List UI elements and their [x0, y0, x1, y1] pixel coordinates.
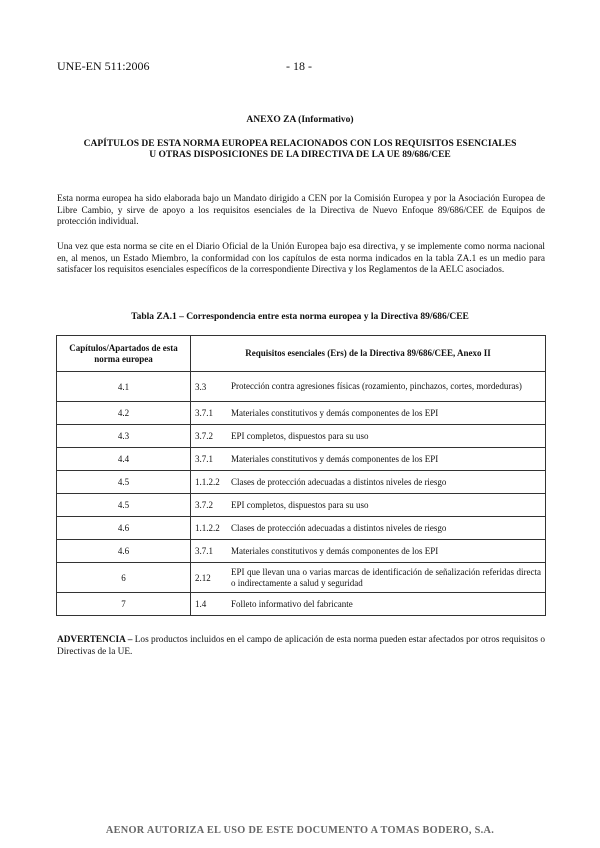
cell-chapter: 4.3: [57, 425, 191, 448]
warning-text: Los productos incluidos en el campo de aplicación de esta norma pueden estar afectados por otros requisitos o Directivas de la UE.: [57, 635, 545, 657]
requirement-number: 3.7.2: [195, 431, 213, 441]
cell-requirement: [191, 517, 546, 540]
requirement-number: 3.7.1: [195, 408, 213, 418]
warning-note: [57, 635, 545, 658]
table-row: [57, 372, 546, 402]
page-number: - 18 -: [286, 59, 312, 73]
requirement-text: Clases de protección adecuadas a distintos niveles de riesgo: [231, 476, 447, 487]
table-row: [57, 448, 546, 471]
requirement-text: EPI completos, dispuestos para su uso: [231, 499, 369, 510]
cell-chapter: 4.2: [57, 402, 191, 425]
requirement-text: Materiales constitutivos y demás componentes de los EPI: [231, 407, 439, 418]
cell-requirement: [191, 402, 546, 425]
requirement-number: 3.7.2: [195, 500, 213, 510]
requirement-text: Materiales constitutivos y demás componentes de los EPI: [231, 453, 439, 464]
requirement-text: Clases de protección adecuadas a distintos niveles de riesgo: [231, 522, 447, 533]
annex-subtitle: [0, 139, 600, 161]
correspondence-table: [56, 335, 546, 616]
table-header-row: [57, 336, 546, 372]
requirement-text: Folleto informativo del fabricante: [231, 598, 353, 609]
table-caption: Tabla ZA.1 – Correspondencia entre esta norma europea y la Directiva 89/686/CEE: [131, 312, 469, 322]
cell-requirement: [191, 593, 546, 616]
cell-requirement: [191, 471, 546, 494]
cell-chapter: 4.6: [57, 540, 191, 563]
table-row: [57, 425, 546, 448]
table-row: [57, 563, 546, 593]
col-header-requirements: Requisitos esenciales (Ers) de la Directiva 89/686/CEE, Anexo II: [191, 336, 546, 372]
cell-chapter: 7: [57, 593, 191, 616]
requirement-text: Protección contra agresiones físicas (rozamiento, pinchazos, cortes, mordeduras): [231, 381, 522, 392]
cell-chapter: 6: [57, 563, 191, 593]
footer-license: AENOR AUTORIZA EL USO DE ESTE DOCUMENTO A TOMAS BODERO, S.A.: [105, 825, 495, 836]
requirement-number: 1.1.2.2: [195, 523, 220, 533]
requirement-number: 1.4: [195, 599, 207, 609]
requirement-number: 2.12: [195, 572, 211, 583]
cell-chapter: 4.6: [57, 517, 191, 540]
col-header-chapters: Capítulos/Apartados de esta norma europea: [57, 336, 191, 372]
cell-chapter: 4.5: [57, 471, 191, 494]
annex-subtitle-line-1: CAPÍTULOS DE ESTA NORMA EUROPEA RELACIONADOS CON LOS REQUISITOS ESENCIALES: [83, 139, 517, 149]
cell-requirement: [191, 540, 546, 563]
table-body: [57, 372, 546, 616]
warning-label: ADVERTENCIA –: [57, 635, 133, 645]
table-row: [57, 494, 546, 517]
requirement-number: 3.7.1: [195, 546, 213, 556]
requirement-number: 3.7.1: [195, 454, 213, 464]
requirement-text: EPI que llevan una o varias marcas de identificación de señalización referidas directa o indirectamente a salud y seguridad: [231, 567, 541, 588]
annex-title: ANEXO ZA (Informativo): [246, 115, 354, 125]
cell-chapter: 4.4: [57, 448, 191, 471]
cell-chapter: 4.1: [57, 372, 191, 402]
cell-requirement: [191, 494, 546, 517]
requirement-text: Materiales constitutivos y demás componentes de los EPI: [231, 545, 439, 556]
paragraph-1: Esta norma europea ha sido elaborada bajo un Mandato dirigido a CEN por la Comisión Europea y por la Asociación Europea de Libre Cambio, y sirve de apoyo a los requisitos esenciales de la Directiva de Nuevo Enfoque 89/686/CEE de Equipos de protección individual.: [57, 194, 545, 228]
header-standard: UNE-EN 511:2006: [57, 59, 150, 73]
table-row: [57, 540, 546, 563]
cell-requirement: [191, 372, 546, 402]
requirement-number: 3.3: [195, 381, 207, 392]
paragraph-2: Una vez que esta norma se cite en el Diario Oficial de la Unión Europea bajo esa directiva, y se implemente como norma nacional en, al menos, un Estado Miembro, la conformidad con los capítulos de esta norma indicados en la tabla ZA.1 es un medio para satisfacer los requisitos esenciales específicos de la correspondiente Directiva y los Reglamentos de la AELC asociados.: [57, 242, 545, 276]
cell-requirement: [191, 448, 546, 471]
table-row: [57, 471, 546, 494]
requirement-number: 1.1.2.2: [195, 477, 220, 487]
cell-requirement: [191, 563, 546, 593]
cell-requirement: [191, 425, 546, 448]
table-row: [57, 402, 546, 425]
annex-subtitle-line-2: U OTRAS DISPOSICIONES DE LA DIRECTIVA DE LA UE 89/686/CEE: [149, 150, 451, 160]
cell-chapter: 4.5: [57, 494, 191, 517]
table-row: [57, 593, 546, 616]
table-row: [57, 517, 546, 540]
requirement-text: EPI completos, dispuestos para su uso: [231, 430, 369, 441]
